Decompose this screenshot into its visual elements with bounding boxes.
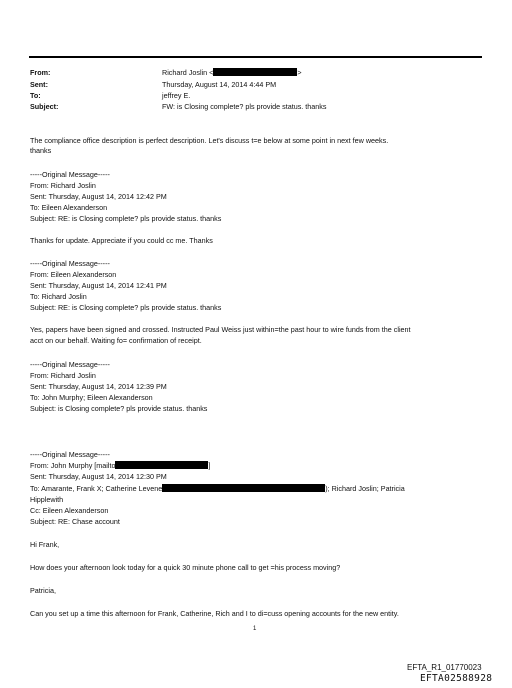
m4-to-text: To: Amarante, Frank X; Catherine Levene: [30, 484, 163, 493]
m4-subject: Subject: RE: Chase account: [30, 517, 120, 526]
m1-body: Thanks for update. Appreciate if you could cc me. Thanks: [30, 236, 213, 245]
m4-to-end: ); Richard Joslin; Patricia: [325, 484, 405, 493]
m4-request: Can you set up a time this afternoon for Frank, Catherine, Rich and I to di=cuss opening accounts for the new entity.: [30, 609, 399, 618]
m2-body-line-1: Yes, papers have been signed and crossed. Instructed Paul Weiss just within=the past hour to wire funds from the client: [30, 325, 411, 334]
from-label: From:: [30, 68, 51, 77]
to-label: To:: [30, 91, 41, 100]
m4-original-header: -----Original Message-----: [30, 450, 110, 459]
redaction-box: [213, 68, 297, 76]
m3-sent: Sent: Thursday, August 14, 2014 12:39 PM: [30, 382, 167, 391]
intro-line-1: The compliance office description is perfect description. Let's discuss t=e below at some point in next few weeks.: [30, 136, 389, 145]
sent-value: Thursday, August 14, 2014 4:44 PM: [162, 80, 277, 89]
from-name: Richard Joslin <: [162, 68, 214, 77]
header-rule: [29, 56, 482, 58]
m4-greeting-2: Patricia,: [30, 586, 56, 595]
m4-from-end: ]: [208, 461, 211, 470]
from-value: [162, 68, 302, 77]
m4-from-text: From: John Murphy [mailto: [30, 461, 116, 470]
m1-subject: Subject: RE: is Closing complete? pls provide status. thanks: [30, 214, 222, 223]
footer-id-1: EFTA_R1_01770023: [407, 663, 482, 672]
m2-original-header: -----Original Message-----: [30, 259, 110, 268]
redaction-box: [162, 484, 325, 492]
m3-from: From: Richard Joslin: [30, 371, 96, 380]
to-value: jeffrey E.: [162, 91, 191, 100]
m2-body-line-2: acct on our behalf. Waiting fo= confirmation of receipt.: [30, 336, 202, 345]
m3-to: To: John Murphy; Eileen Alexanderson: [30, 393, 153, 402]
redaction-box: [115, 461, 211, 470]
m2-from: From: Eileen Alexanderson: [30, 270, 117, 279]
page-number: 1: [253, 626, 257, 632]
m1-to: To: Eileen Alexanderson: [30, 203, 108, 212]
m4-question: How does your afternoon look today for a quick 30 minute phone call to get =his process moving?: [30, 563, 341, 572]
m4-cc: Cc: Eileen Alexanderson: [30, 506, 109, 515]
m3-subject: Subject: is Closing complete? pls provide status. thanks: [30, 404, 208, 413]
sent-label: Sent:: [30, 80, 48, 89]
m4-to-continued: Hipplewith: [30, 495, 64, 504]
subject-label: Subject:: [30, 102, 59, 111]
intro-line-2: thanks: [30, 146, 52, 155]
m2-sent: Sent: Thursday, August 14, 2014 12:41 PM: [30, 281, 167, 290]
footer-id-2: EFTA02588928: [420, 673, 493, 684]
m4-from: [30, 461, 210, 471]
m3-original-header: -----Original Message-----: [30, 360, 110, 369]
m4-to: [30, 484, 405, 494]
m4-sent: Sent: Thursday, August 14, 2014 12:30 PM: [30, 472, 167, 481]
subject-value: FW: is Closing complete? pls provide status. thanks: [162, 102, 327, 111]
m2-to: To: Richard Joslin: [30, 292, 87, 301]
from-end: >: [297, 68, 302, 77]
m1-original-header: -----Original Message-----: [30, 170, 110, 179]
m4-greeting: Hi Frank,: [30, 540, 60, 549]
m1-from: From: Richard Joslin: [30, 181, 96, 190]
m2-subject: Subject: RE: is Closing complete? pls provide status. thanks: [30, 303, 222, 312]
m1-sent: Sent: Thursday, August 14, 2014 12:42 PM: [30, 192, 167, 201]
